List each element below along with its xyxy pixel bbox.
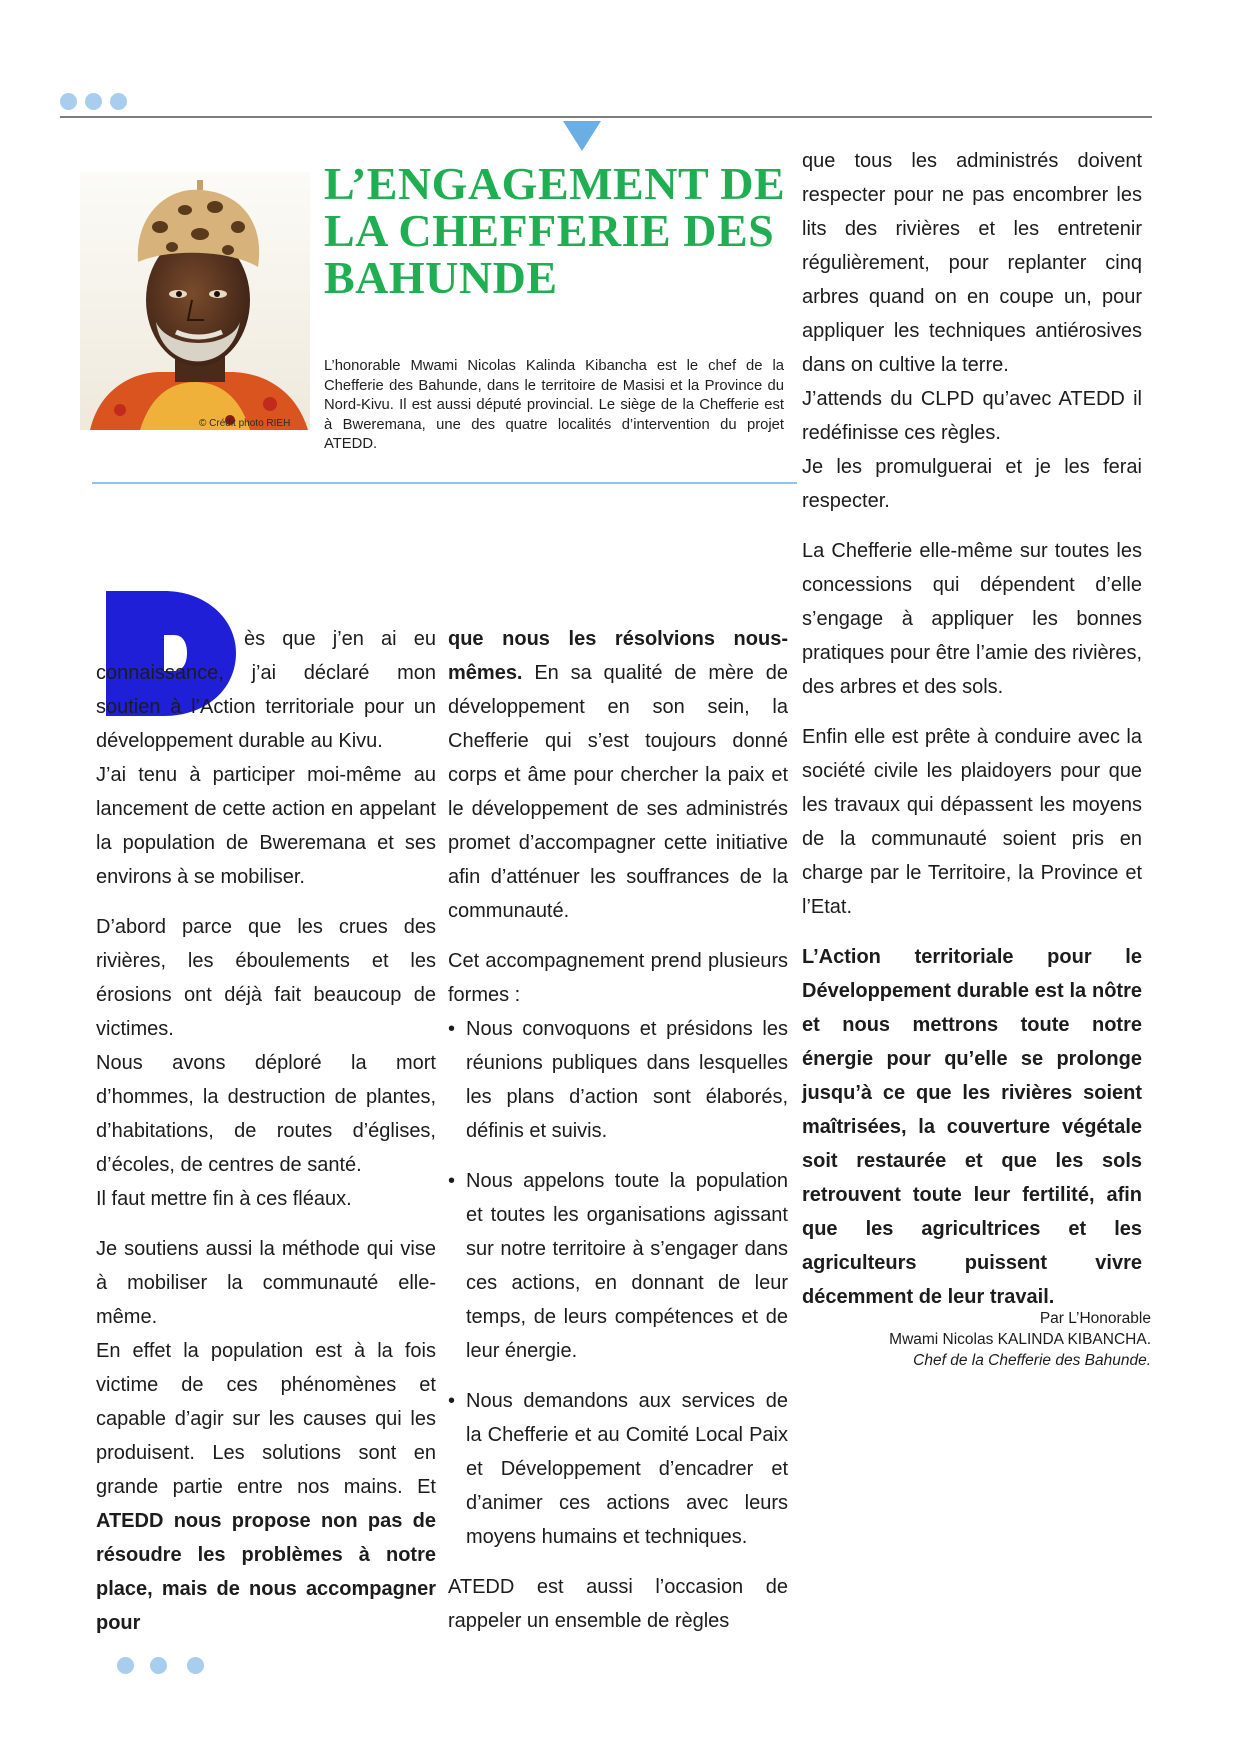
- col1-paragraph-2: J’ai tenu à participer moi-même au lancement de cette action en appelant la population de Bweremana et ses environs à se mobiliser.: [96, 764, 436, 888]
- col1-paragraph-1: [96, 622, 436, 758]
- bullet-icon: •: [448, 1390, 456, 1412]
- header-dot-3: [110, 93, 127, 110]
- col3-paragraph-4: La Chefferie elle-même sur toutes les concessions qui dépendent d’elle s’engage à appliquer les bonnes pratiques pour être l’amie des rivières, des arbres et des sols.: [802, 540, 1142, 698]
- column-3: [802, 144, 1142, 1314]
- list-item: [448, 1164, 788, 1368]
- bullet-text-2: Nous appelons toute la population et toutes les organisations agissant sur notre territoire à s’engager dans ces actions, en donnant de leur temps, de leurs compétences et de leur énergie.: [466, 1170, 788, 1362]
- col1-paragraph-5: Il faut mettre fin à ces fléaux.: [96, 1188, 352, 1210]
- signature-block: [806, 1308, 1151, 1371]
- col2-p1-bold: que nous les résolvions nous-mêmes.: [448, 628, 788, 684]
- top-rule: [60, 116, 1152, 118]
- col2-paragraph-3: ATEDD est aussi l’occasion de rappeler un ensemble de règles: [448, 1576, 788, 1632]
- col3-paragraph-2: J’attends du CLPD qu’avec ATEDD il redéfinisse ces règles.: [802, 388, 1142, 444]
- col3-paragraph-3: Je les promulguerai et je les ferai respecter.: [802, 456, 1142, 512]
- col2-bullet-list: [448, 1012, 788, 1554]
- intro-paragraph: L’honorable Mwami Nicolas Kalinda Kibancha est le chef de la Chefferie des Bahunde, dans le territoire de Masisi et la Province du Nord-Kivu. Il est aussi député provincial. Le siège de la Chefferie est à Bweremana, une des quatre localités d’intervention du projet ATEDD.: [324, 358, 784, 452]
- triangle-marker: [563, 121, 601, 151]
- signature-name: Mwami Nicolas KALINDA KIBANCHA.: [889, 1331, 1151, 1348]
- col1-paragraph-3: D’abord parce que les crues des rivières, les éboulements et les érosions ont déjà fait beaucoup de victimes.: [96, 916, 436, 1040]
- col2-paragraph-2: Cet accompagnement prend plusieurs formes :: [448, 950, 788, 1006]
- footer-dot-1: [117, 1657, 134, 1674]
- title-line-3: BAHUNDE: [324, 252, 558, 303]
- list-item: [448, 1012, 788, 1148]
- column-2: [448, 622, 788, 1638]
- col3-closing-statement: L’Action territoriale pour le Développement durable est la nôtre et nous mettrons toute notre énergie pour qu’elle se prolonge jusqu’à ce que les rivières soient maîtrisées, la couverture végétale soit restaurée et que les sols retrouvent toute leur fertilité, afin que les agricultrices et les agriculteurs puissent vivre décemment de leur travail.: [802, 946, 1142, 1308]
- footer-dot-3: [187, 1657, 204, 1674]
- col1-p1-text: ès que j’en ai eu connaissance, j’ai déclaré mon soutien à l’Action territoriale pour un développement durable au Kivu.: [96, 628, 436, 752]
- bullet-text-3: Nous demandons aux services de la Chefferie et au Comité Local Paix et Développement d’encadrer et d’animer ces actions avec leurs moyens humains et techniques.: [466, 1390, 788, 1548]
- signature-line-1: Par L’Honorable: [1039, 1310, 1151, 1327]
- bullet-icon: •: [448, 1170, 456, 1192]
- signature-title: Chef de la Chefferie des Bahunde.: [913, 1352, 1151, 1369]
- col2-paragraph-1: [448, 622, 788, 928]
- list-item: [448, 1384, 788, 1554]
- title-line-2: LA CHEFFERIE DES: [324, 205, 775, 256]
- col3-paragraph-1: que tous les administrés doivent respecter pour ne pas encombrer les lits des rivières et les entretenir régulièrement, pour replanter cinq arbres quand on en coupe un, pour appliquer les techniques antiérosives dans on cultive la terre.: [802, 150, 1142, 376]
- col1-paragraph-4: Nous avons déploré la mort d’hommes, la destruction de plantes, d’habitations, de routes d’églises, d’écoles, de centres de santé.: [96, 1052, 436, 1176]
- col2-p1-text: En sa qualité de mère de développement en son sein, la Chefferie qui s’est toujours donné corps et âme pour chercher la paix et le développement de ses administrés promet d’accompagner cette initiative afin d’atténuer les souffrances de la communauté.: [448, 662, 788, 922]
- title-line-1: L’ENGAGEMENT DE: [324, 158, 786, 209]
- photo-credit: © Crédit photo RIEH: [199, 418, 291, 429]
- section-rule: [92, 482, 797, 484]
- col3-paragraph-5: Enfin elle est prête à conduire avec la société civile les plaidoyers pour que les travaux qui dépassent les moyens de la communauté soient pris en charge par le Territoire, la Province et l’Etat.: [802, 726, 1142, 918]
- col1-p7-bold: ATEDD nous propose non pas de résoudre les problèmes à notre place, mais de nous accompagner pour: [96, 1510, 436, 1634]
- bullet-icon: •: [448, 1018, 456, 1040]
- article-title: [324, 160, 794, 301]
- footer-dot-2: [150, 1657, 167, 1674]
- col1-p7-text: En effet la population est à la fois victime de ces phénomènes et capable d’agir sur les causes qui les produisent. Les solutions sont en grande partie entre nos mains. Et: [96, 1340, 436, 1498]
- column-1: [96, 622, 436, 1640]
- col1-paragraph-6: Je soutiens aussi la méthode qui vise à mobiliser la communauté elle-même.: [96, 1238, 436, 1328]
- bullet-text-1: Nous convoquons et présidons les réunions publiques dans lesquelles les plans d’action sont élaborés, définis et suivis.: [466, 1018, 788, 1142]
- header-dot-2: [85, 93, 102, 110]
- col1-paragraph-7: [96, 1334, 436, 1640]
- portrait-photo: [80, 172, 310, 430]
- header-dot-1: [60, 93, 77, 110]
